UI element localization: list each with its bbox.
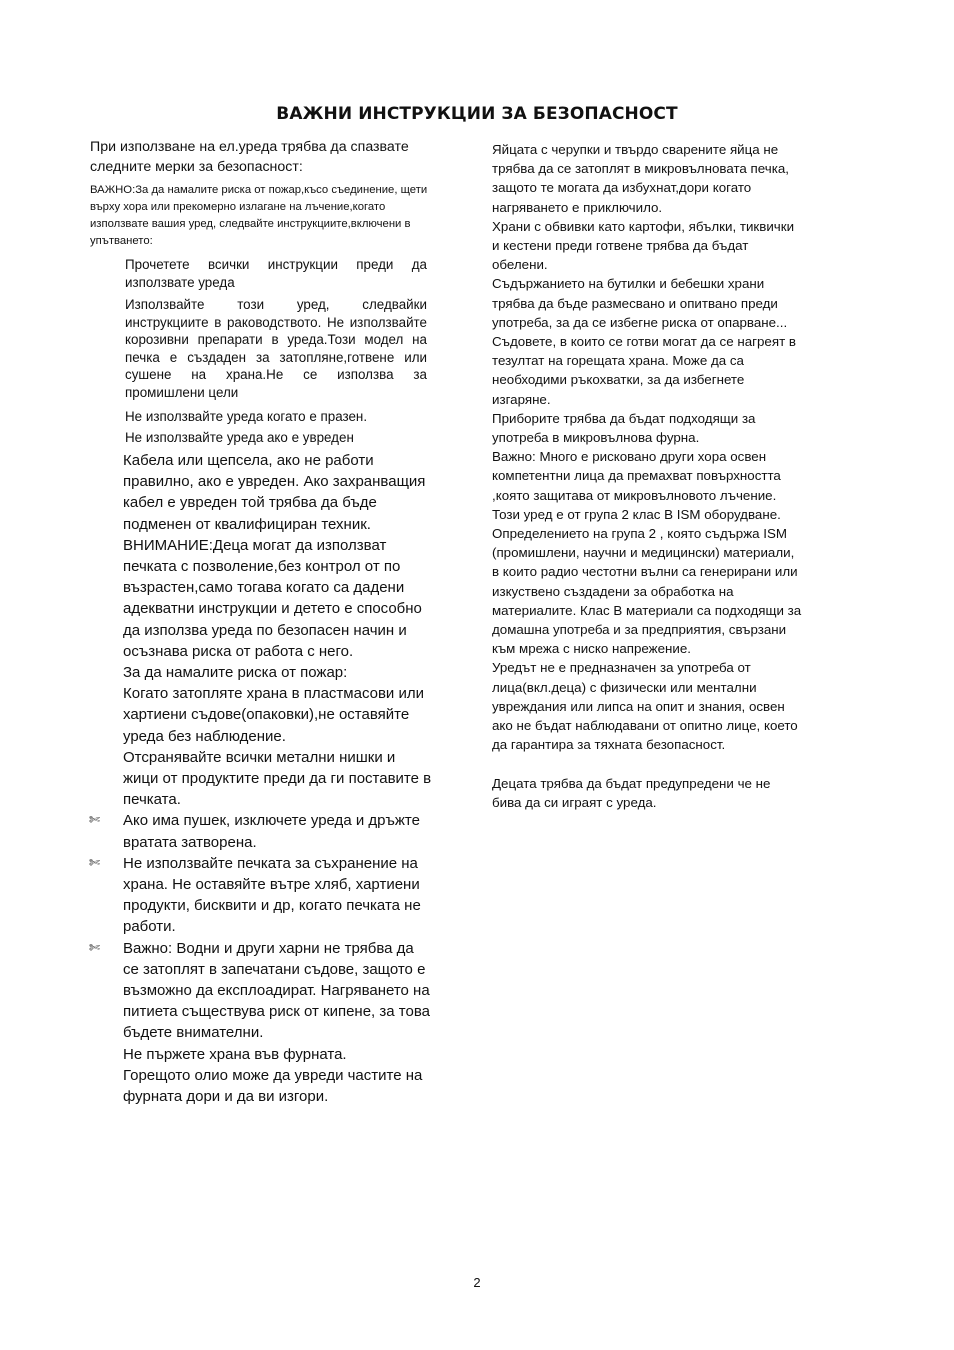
bullet-text: Не използвайте печката за съхранение на храна. Не оставяйте вътре хляб, хартиени продукти, бисквити и др, когато печката не работи. <box>123 854 421 936</box>
paragraph: Уредът не е предназначен за употреба от лица(вкл.деца) с физически или ментални увреждания или липса на опит и знания, освен ако не бъдат наблюдавани от опитно лице, което да гарантира за тяхната безопасност. <box>492 660 798 753</box>
instruction-item: Прочетете всички инструкции преди да използвате уреда <box>125 257 427 290</box>
paragraph: Приборите трябва да бъдат подходящи за употреба в микровълнова фурна. <box>492 410 756 446</box>
page-number: 2 <box>473 1275 481 1290</box>
paragraph: Храни с обвивки като картофи, ябълки, тиквички и кестени преди готвене трябва да бъдат обелени. <box>492 218 795 273</box>
scissors-icon: ✄ <box>89 940 100 956</box>
right-column <box>492 140 802 812</box>
paragraph: Важно: Много е рисковано други хора освен компетентни лица да премахват повърхността ,която защитава от микровълновото лъчение. <box>492 449 781 503</box>
scissors-icon: ✄ <box>89 813 100 829</box>
instruction-item: Използвайте този уред, следвайки инструкциите в раководството. Не използвайте корозивни препарати в уреда.Този модел на печка е създаден за затопляне,готвене или сушене на храна.Не се използва за промишлени цели <box>125 297 427 400</box>
bullet-item <box>89 810 433 852</box>
paragraph: Яйцата с черупки и твърдо сварените яйца не трябва да се затоплят в микровълновата печка, защото те могата да избухнат,дори когато нагряването е приключило. <box>492 142 789 215</box>
paragraph: Съдовете, в които се готви могат да се нагреят в тезултат на горещата храна. Може да са необходими ръкохватки, за да избегнете изгаряне. <box>492 334 796 407</box>
instruction-item: Не използвайте уреда ако е увреден <box>125 430 354 445</box>
instruction-item: Не използвайте уреда когато е празен. <box>125 409 368 424</box>
intro-text: При използване на ел.уреда трябва да спазвате следните мерки за безопасност: <box>90 139 409 175</box>
instruction-list <box>125 256 427 447</box>
paragraph: За да намалите риска от пожар: <box>123 664 348 682</box>
bullet-item <box>89 853 433 938</box>
scissors-icon: ✄ <box>89 855 100 871</box>
bullet-item <box>89 938 433 1044</box>
important-warning: ВАЖНО:За да намалите риска от пожар,късо съединение, щети върху хора или прекомерно излагане на лъчение,когато използвате вашия уред, следвайте инструкциите,включени в упътването: <box>90 184 428 247</box>
left-column <box>90 137 435 1107</box>
paragraph: Този уред е от група 2 клас В ISM оборудване. Определението на група 2 , която съдържа ISM (промишлени, научни и медицински) материали, в които радио честотни вълни са генерирани или изкуствено създадени за обработка на материалите. Клас В материали са подходящи за домашна употреба и за предприятия, свързани към мрежа с ниско напрежение. <box>492 506 802 657</box>
paragraph: Не пържете храна във фурната. <box>123 1045 347 1063</box>
paragraph: Съдържанието на бутилки и бебешки храни трябва да бъде размесвано и опитвано преди употреба, за да се избегне риска от опарване... <box>492 276 788 330</box>
paragraph: Горещото олио може да увреди частите на фурната дори и да ви изгори. <box>123 1066 423 1106</box>
paragraph: Кабела или щепсела, ако не работи правилно, ако е увреден. Ако захранващия кабел е увреден той трябва да бъде подменен от квалифициран техник. <box>123 452 426 533</box>
safety-paragraphs <box>89 450 433 1107</box>
paragraph: Отсранявайте всички метални нишки и жици от продуктите преди да ги поставите в печката. <box>123 748 432 809</box>
page-title: ВАЖНИ ИНСТРУКЦИИ ЗА БЕЗОПАСНОСТ <box>276 104 678 124</box>
bullet-text: Важно: Водни и други харни не трябва да се затоплят в запечатани съдове, защото е възможно да експлоадират. Нагряването на питиета съществува риск от кипене, за това бъдете внимателни. <box>123 939 430 1042</box>
paragraph: ВНИМАНИЕ:Деца могат да използват печката с позволение,без контрол от по възрастен,само тогава когато са дадени адекватни инструкции и детето е способно да използва уреда по безопасен начин и осъзнава риска от работа с него. <box>123 536 422 660</box>
paragraph: Когато затопляте храна в пластмасови или хартиени съдове(опаковки),не оставяйте уреда без наблюдение. <box>123 685 424 745</box>
bullet-text: Ако има пушек, изключете уреда и дръжте вратата затворена. <box>123 812 420 851</box>
paragraph: Децата трябва да бъдат предупредени че не бива да си играят с уреда. <box>492 775 771 810</box>
